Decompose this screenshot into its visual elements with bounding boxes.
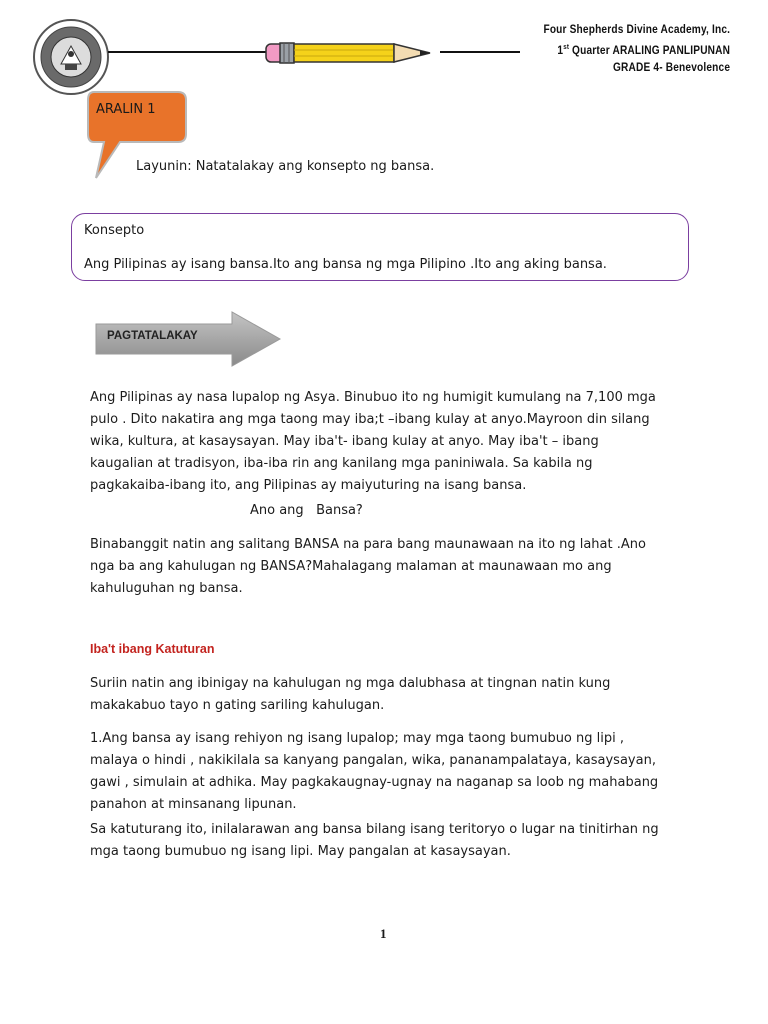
quarter-line: 1st Quarter ARALING PANLIPUNAN xyxy=(557,44,730,57)
paragraph-1: Ang Pilipinas ay nasa lupalop ng Asya. Binubuo ito ng humigit kumulang na 7,100 mga pulo . Dito nakatira ang mga taong may iba;t –ibang kulay at anyo.Mayroon din silang wika, kultura, at kasaysayan. May iba't- ibang kulay at anyo. May iba't – ibang kaugalian at tradisyon, iba-iba rin ang kanilang mga paniniwala. Sa kabila ng pagkakaiba-ibang ito, ang Pilipinas ay maiyuturing na isang bansa. xyxy=(90,390,656,493)
school-seal-icon xyxy=(32,18,110,96)
header-block xyxy=(543,22,730,77)
question-line: Ano ang Bansa? xyxy=(250,503,363,518)
section-heading: Iba't ibang Katuturan xyxy=(90,642,215,656)
konsepto-text: Ang Pilipinas ay isang bansa.Ito ang bansa ng mga Pilipino .Ito ang aking bansa. xyxy=(84,257,607,272)
lesson-badge: ARALIN 1 xyxy=(96,102,156,117)
lesson-objective: Layunin: Natatalakay ang konsepto ng bansa. xyxy=(136,159,435,174)
school-name: Four Shepherds Divine Academy, Inc. xyxy=(543,24,730,36)
discussion-label: PAGTATALAKAY xyxy=(107,330,198,342)
paragraph-3: Suriin natin ang ibinigay na kahulugan ng mga dalubhasa at tingnan natin kung makakabuo tayo n gating sariling kahulugan. xyxy=(90,676,611,713)
header-rule-right xyxy=(440,51,520,53)
pencil-icon xyxy=(262,40,442,66)
paragraph-5: Sa katuturang ito, inilalarawan ang bansa bilang isang teritoryo o lugar na tinitirhan ng mga taong bumubuo ng isang lipi. May pangalan at kasaysayan. xyxy=(90,822,659,859)
paragraph-4: 1.Ang bansa ay isang rehiyon ng isang lupalop; may mga taong bumubuo ng lipi , malaya o hindi , nakikilala sa kanyang pangalan, wika, pananampalataya, kasaysayan, gawi , simulain at adhika. May pagkakaugnay-ugnay na naganap sa loob ng mahabang panahon at minsanang lipunan. xyxy=(90,731,659,812)
paragraph-2: Binabanggit natin ang salitang BANSA na para bang maunawaan na ito ng lahat .Ano nga ba ang kahulugan ng BANSA?Mahalagang malaman at maunawaan mo ang kahuluguhan ng bansa. xyxy=(90,537,646,596)
konsepto-title: Konsepto xyxy=(84,223,145,238)
page-number: 1 xyxy=(380,926,387,941)
grade-line: GRADE 4- Benevolence xyxy=(612,61,730,74)
